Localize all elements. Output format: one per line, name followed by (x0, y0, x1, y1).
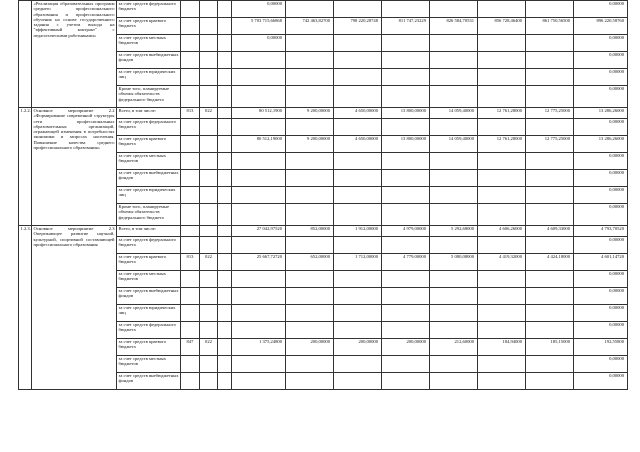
year-value-y2017 (430, 86, 478, 108)
year-value-y2014 (286, 35, 334, 52)
rzpr-code (200, 136, 218, 153)
year-value-final: 0,00000 (574, 52, 628, 69)
row-number: 1.2.2. (19, 108, 32, 226)
funding-source: за счет средств местных бюджетов (117, 356, 181, 373)
year-value-final: 896 220,58760 (574, 18, 628, 35)
year-value-y2019: 4 609,33000 (526, 226, 574, 237)
year-value-y2019 (526, 305, 574, 322)
year-value-y2018 (478, 170, 526, 187)
year-value-y2019: 861 750,56500 (526, 18, 574, 35)
funding-source: за счет средств юридических лиц (117, 305, 181, 322)
sum-total-period (232, 69, 286, 86)
funding-source: за счет средств федерального бюджета (117, 119, 181, 136)
sum-total-period (232, 305, 286, 322)
year-value-y2015 (334, 356, 382, 373)
year-value-y2019 (526, 35, 574, 52)
year-value-y2018: 184,94000 (478, 339, 526, 356)
csr-code (218, 153, 232, 170)
rzpr-code (200, 52, 218, 69)
csr-code (218, 271, 232, 288)
sum-total-period (232, 119, 286, 136)
year-value-y2014 (286, 119, 334, 136)
year-value-y2017: 14 059,40000 (430, 108, 478, 119)
csr-code (218, 204, 232, 226)
year-value-y2019: 12 775,25000 (526, 108, 574, 119)
rzpr-code (200, 322, 218, 339)
year-value-y2016: 200,00000 (382, 339, 430, 356)
year-value-y2019: 12 775,25000 (526, 136, 574, 153)
rzpr-code (200, 1, 218, 18)
year-value-y2015 (334, 288, 382, 305)
year-value-y2016: 4 779,00000 (382, 254, 430, 271)
csr-code (218, 136, 232, 153)
year-value-y2015 (334, 187, 382, 204)
year-value-y2017: 14 059,40000 (430, 136, 478, 153)
year-value-y2017 (430, 153, 478, 170)
rzpr-code (200, 18, 218, 35)
rzpr-code (200, 373, 218, 390)
year-value-final: 0,00000 (574, 1, 628, 18)
table-row (19, 226, 628, 237)
year-value-y2015 (334, 305, 382, 322)
year-value-y2017 (430, 1, 478, 18)
csr-code (218, 226, 232, 237)
rzpr-code (200, 69, 218, 86)
year-value-y2014 (286, 322, 334, 339)
rzpr-code (200, 305, 218, 322)
sum-total-period: 5 703 715,66868 (232, 18, 286, 35)
rzpr-code: 022 (200, 108, 218, 119)
year-value-y2018: 12 761,28000 (478, 136, 526, 153)
sum-total-period (232, 187, 286, 204)
sum-total-period (232, 288, 286, 305)
year-value-y2014: 9 200,00000 (286, 136, 334, 153)
grbs-code (181, 170, 200, 187)
year-value-y2017 (430, 322, 478, 339)
year-value-y2017 (430, 356, 478, 373)
csr-code (218, 108, 232, 119)
year-value-y2016 (382, 288, 430, 305)
measure-description: Основное мероприятие 2.2 «Формирование современной структуры сети профессиональных образовательных организаций, отражающей изменения в потребностях экономики и запросах населения. Повышение качества среднего профессионального образования» (32, 108, 117, 226)
grbs-code (181, 204, 200, 226)
year-value-y2015: 4 650,00000 (334, 136, 382, 153)
year-value-final: 0,00000 (574, 204, 628, 226)
rzpr-code (200, 204, 218, 226)
year-value-y2019 (526, 356, 574, 373)
grbs-code: 847 (181, 339, 200, 356)
csr-code (218, 35, 232, 52)
rzpr-code: 022 (200, 339, 218, 356)
year-value-y2018 (478, 237, 526, 254)
year-value-y2015 (334, 322, 382, 339)
year-value-y2015 (334, 69, 382, 86)
year-value-y2018 (478, 153, 526, 170)
year-value-y2016 (382, 237, 430, 254)
year-value-y2017: 5 080,08000 (430, 254, 478, 271)
year-value-y2017 (430, 288, 478, 305)
year-value-y2014 (286, 170, 334, 187)
year-value-y2014: 9 200,00000 (286, 108, 334, 119)
year-value-y2017: 212,60000 (430, 339, 478, 356)
year-value-y2015 (334, 52, 382, 69)
grbs-code (181, 86, 200, 108)
rzpr-code (200, 153, 218, 170)
funding-source: за счет средств краевого бюджета (117, 136, 181, 153)
year-value-y2016 (382, 52, 430, 69)
year-value-y2019 (526, 204, 574, 226)
year-value-final: 0,00000 (574, 271, 628, 288)
year-value-final: 192,55800 (574, 339, 628, 356)
year-value-y2018 (478, 52, 526, 69)
rzpr-code (200, 271, 218, 288)
csr-code (218, 288, 232, 305)
sum-total-period: 80 512,1900 (232, 108, 286, 119)
rzpr-code (200, 170, 218, 187)
year-value-y2015 (334, 271, 382, 288)
grbs-code (181, 18, 200, 35)
year-value-final: 13 286,26000 (574, 136, 628, 153)
year-value-y2015 (334, 153, 382, 170)
year-value-y2014 (286, 204, 334, 226)
table-row (19, 108, 628, 119)
year-value-y2017 (430, 271, 478, 288)
year-value-y2016 (382, 35, 430, 52)
sum-total-period (232, 52, 286, 69)
year-value-y2014 (286, 153, 334, 170)
year-value-y2014 (286, 288, 334, 305)
year-value-y2015 (334, 170, 382, 187)
year-value-y2014 (286, 356, 334, 373)
rzpr-code (200, 288, 218, 305)
funding-source: за счет средств юридических лиц (117, 187, 181, 204)
grbs-code (181, 69, 200, 86)
year-value-y2016 (382, 322, 430, 339)
year-value-y2016 (382, 187, 430, 204)
sum-total-period (232, 86, 286, 108)
grbs-code (181, 271, 200, 288)
sum-total-period: 0,00000 (232, 1, 286, 18)
year-value-y2017 (430, 204, 478, 226)
sum-total-period: 1 375,24800 (232, 339, 286, 356)
table-body (19, 1, 628, 390)
rzpr-code (200, 119, 218, 136)
rzpr-code (200, 226, 218, 237)
year-value-y2019 (526, 69, 574, 86)
csr-code (218, 356, 232, 373)
year-value-y2017 (430, 52, 478, 69)
year-value-y2016 (382, 170, 430, 187)
rzpr-code (200, 237, 218, 254)
year-value-y2015 (334, 119, 382, 136)
year-value-y2015 (334, 373, 382, 390)
year-value-y2014: 742 463,82700 (286, 18, 334, 35)
funding-source: Всего, в том числе: (117, 108, 181, 119)
year-value-y2016 (382, 1, 430, 18)
year-value-final: 4 601,14720 (574, 254, 628, 271)
sum-total-period (232, 322, 286, 339)
year-value-y2016: 13 800,00000 (382, 108, 430, 119)
grbs-code (181, 187, 200, 204)
measure-description: «Реализация образовательных программ среднего профессионального образования и профессионального обучения на основе государственного задания с учетом выхода на "эффективный контракт" с педагогическими работниками» (32, 1, 117, 108)
year-value-y2017 (430, 170, 478, 187)
year-value-y2019 (526, 237, 574, 254)
csr-code (218, 187, 232, 204)
rzpr-code (200, 187, 218, 204)
year-value-y2015: 1 712,00000 (334, 254, 382, 271)
sum-total-period: 25 667,72720 (232, 254, 286, 271)
year-value-y2019 (526, 153, 574, 170)
year-value-y2015: 200,00000 (334, 339, 382, 356)
year-value-y2016: 811 747,23229 (382, 18, 430, 35)
funding-source: за счет средств краевого бюджета (117, 18, 181, 35)
csr-code (218, 1, 232, 18)
year-value-y2018 (478, 356, 526, 373)
year-value-y2014 (286, 237, 334, 254)
year-value-y2014 (286, 86, 334, 108)
year-value-y2014: 852,00000 (286, 226, 334, 237)
year-value-final: 13 286,26000 (574, 108, 628, 119)
year-value-y2015 (334, 35, 382, 52)
year-value-final: 0,00000 (574, 187, 628, 204)
year-value-y2019 (526, 322, 574, 339)
year-value-y2018: 4 606,26000 (478, 226, 526, 237)
year-value-y2014 (286, 373, 334, 390)
year-value-y2015: 798 220,28748 (334, 18, 382, 35)
year-value-y2018 (478, 322, 526, 339)
sum-total-period (232, 237, 286, 254)
csr-code (218, 339, 232, 356)
year-value-y2016 (382, 271, 430, 288)
year-value-y2018 (478, 1, 526, 18)
grbs-code: 813 (181, 254, 200, 271)
sum-total-period (232, 153, 286, 170)
grbs-code (181, 373, 200, 390)
year-value-y2019 (526, 187, 574, 204)
grbs-code (181, 305, 200, 322)
grbs-code (181, 288, 200, 305)
year-value-y2017: 826 584,70531 (430, 18, 478, 35)
csr-code (218, 18, 232, 35)
year-value-final: 4 793,70520 (574, 226, 628, 237)
year-value-y2019 (526, 119, 574, 136)
year-value-y2014 (286, 271, 334, 288)
funding-source: за счет средств юридических лиц (117, 69, 181, 86)
year-value-y2015 (334, 86, 382, 108)
year-value-y2018 (478, 187, 526, 204)
year-value-y2019 (526, 1, 574, 18)
grbs-code (181, 52, 200, 69)
grbs-code: 813 (181, 108, 200, 119)
funding-source: за счет средств краевого бюджета (117, 339, 181, 356)
csr-code (218, 52, 232, 69)
year-value-y2015 (334, 204, 382, 226)
year-value-final: 0,00000 (574, 237, 628, 254)
funding-source: за счет средств федерального бюджета (117, 322, 181, 339)
grbs-code (181, 226, 200, 237)
year-value-y2019: 4 424,18000 (526, 254, 574, 271)
year-value-y2019 (526, 170, 574, 187)
grbs-code (181, 1, 200, 18)
funding-source: за счет средств федерального бюджета (117, 1, 181, 18)
grbs-code (181, 119, 200, 136)
funding-source: за счет средств внебюджетных фондов (117, 288, 181, 305)
year-value-y2016: 13 800,00000 (382, 136, 430, 153)
sum-total-period (232, 271, 286, 288)
grbs-code (181, 322, 200, 339)
year-value-y2014 (286, 1, 334, 18)
year-value-y2015: 4 650,00000 (334, 108, 382, 119)
grbs-code (181, 153, 200, 170)
year-value-y2015 (334, 237, 382, 254)
year-value-final: 0,00000 (574, 170, 628, 187)
year-value-y2019 (526, 373, 574, 390)
grbs-code (181, 35, 200, 52)
year-value-y2017: 5 292,68000 (430, 226, 478, 237)
funding-source: за счет средств местных бюджетов (117, 35, 181, 52)
budget-table (18, 0, 628, 390)
year-value-y2016 (382, 119, 430, 136)
rzpr-code (200, 356, 218, 373)
sum-total-period: 80 512,19000 (232, 136, 286, 153)
year-value-y2018: 856 728,46400 (478, 18, 526, 35)
csr-code (218, 69, 232, 86)
year-value-final: 0,00000 (574, 119, 628, 136)
year-value-y2016 (382, 86, 430, 108)
funding-source: Всего, в том числе: (117, 226, 181, 237)
csr-code (218, 254, 232, 271)
year-value-y2018 (478, 204, 526, 226)
year-value-y2017 (430, 187, 478, 204)
measure-description: Основное мероприятие 2.3 Опережающее развитие научной, культурной, спортивной составляющей профессионального образования (32, 226, 117, 390)
table-row (19, 1, 628, 18)
funding-source: за счет средств федерального бюджета (117, 237, 181, 254)
sum-total-period (232, 170, 286, 187)
grbs-code (181, 356, 200, 373)
funding-source: за счет средств местных бюджетов (117, 271, 181, 288)
csr-code (218, 305, 232, 322)
year-value-y2015 (334, 1, 382, 18)
year-value-final: 0,00000 (574, 153, 628, 170)
grbs-code (181, 237, 200, 254)
year-value-y2016 (382, 305, 430, 322)
year-value-y2019 (526, 52, 574, 69)
year-value-final: 0,00000 (574, 373, 628, 390)
year-value-y2017 (430, 69, 478, 86)
year-value-y2018 (478, 119, 526, 136)
year-value-final: 0,00000 (574, 35, 628, 52)
csr-code (218, 322, 232, 339)
year-value-y2014 (286, 187, 334, 204)
year-value-y2014 (286, 305, 334, 322)
sum-total-period (232, 373, 286, 390)
year-value-y2018 (478, 35, 526, 52)
csr-code (218, 119, 232, 136)
row-number: 1.2.3. (19, 226, 32, 390)
budget-table-page (18, 0, 624, 452)
funding-source: за счет средств местных бюджетов (117, 153, 181, 170)
year-value-y2016 (382, 204, 430, 226)
year-value-y2018 (478, 69, 526, 86)
sum-total-period: 27 042,97520 (232, 226, 286, 237)
year-value-y2014 (286, 69, 334, 86)
year-value-y2014 (286, 52, 334, 69)
year-value-y2017 (430, 35, 478, 52)
year-value-y2019 (526, 86, 574, 108)
sum-total-period (232, 356, 286, 373)
csr-code (218, 170, 232, 187)
sum-total-period: 0,00000 (232, 35, 286, 52)
year-value-y2017 (430, 119, 478, 136)
year-value-y2017 (430, 373, 478, 390)
year-value-y2018 (478, 271, 526, 288)
year-value-y2015: 1 912,00000 (334, 226, 382, 237)
year-value-y2014: 652,00000 (286, 254, 334, 271)
grbs-code (181, 136, 200, 153)
year-value-y2016 (382, 373, 430, 390)
year-value-final: 0,00000 (574, 86, 628, 108)
year-value-y2018: 12 761,28000 (478, 108, 526, 119)
year-value-y2018 (478, 373, 526, 390)
year-value-y2019 (526, 271, 574, 288)
year-value-y2016 (382, 153, 430, 170)
year-value-y2017 (430, 237, 478, 254)
funding-source: за счет средств внебюджетных фондов (117, 170, 181, 187)
year-value-y2016 (382, 356, 430, 373)
csr-code (218, 86, 232, 108)
csr-code (218, 373, 232, 390)
year-value-y2017 (430, 305, 478, 322)
rzpr-code (200, 35, 218, 52)
year-value-y2014: 200,00000 (286, 339, 334, 356)
rzpr-code (200, 86, 218, 108)
year-value-y2019: 185,15000 (526, 339, 574, 356)
csr-code (218, 237, 232, 254)
rzpr-code: 022 (200, 254, 218, 271)
funding-source: Кроме того, планируемые объемы обязательств федерального бюджета (117, 86, 181, 108)
year-value-final: 0,00000 (574, 356, 628, 373)
funding-source: за счет средств внебюджетных фондов (117, 373, 181, 390)
funding-source: за счет средств внебюджетных фондов (117, 52, 181, 69)
sum-total-period (232, 204, 286, 226)
year-value-y2018 (478, 305, 526, 322)
year-value-y2018 (478, 86, 526, 108)
funding-source: Кроме того, планируемые объемы обязательств федерального бюджета (117, 204, 181, 226)
year-value-y2019 (526, 288, 574, 305)
year-value-final: 0,00000 (574, 288, 628, 305)
year-value-final: 0,00000 (574, 322, 628, 339)
funding-source: за счет средств краевого бюджета (117, 254, 181, 271)
year-value-final: 0,00000 (574, 305, 628, 322)
year-value-y2016: 4 979,00000 (382, 226, 430, 237)
year-value-y2018 (478, 288, 526, 305)
year-value-y2018: 4 419,32000 (478, 254, 526, 271)
year-value-final: 0,00000 (574, 69, 628, 86)
year-value-y2016 (382, 69, 430, 86)
row-number (19, 1, 32, 108)
